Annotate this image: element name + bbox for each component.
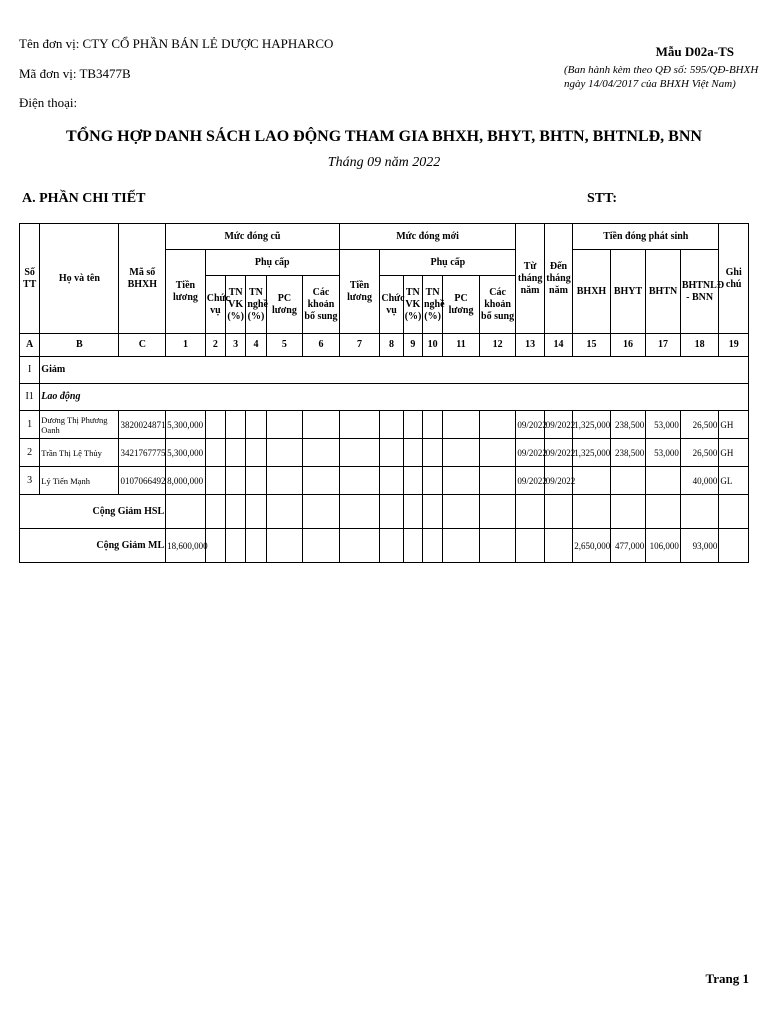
row-bhyt: [610, 467, 646, 495]
row-den-thang: 09/2022: [544, 439, 572, 467]
total-ml-tien-luong: 18,600,000: [166, 529, 206, 563]
col-den-thang: Đến tháng năm: [544, 224, 572, 334]
index-cell: 12: [479, 334, 516, 357]
row-tien-luong: 5,300,000: [166, 439, 206, 467]
group-code: I1: [20, 384, 40, 411]
col-so-tt: Số TT: [20, 224, 40, 334]
index-cell: 8: [380, 334, 403, 357]
index-cell: 11: [443, 334, 480, 357]
table-row: [20, 467, 749, 495]
header-row-1: [20, 224, 749, 250]
index-cell: 15: [573, 334, 611, 357]
row-tien-luong: 5,300,000: [166, 411, 206, 439]
index-row: [20, 334, 749, 357]
row-ma-so: 3421767775: [119, 439, 166, 467]
row-stt: 2: [20, 439, 40, 467]
col-tn-nghe-moi: TN nghề (%): [422, 276, 442, 334]
group-label: Giảm: [40, 357, 749, 384]
col-phu-cap-moi: Phụ cấp: [380, 250, 516, 276]
row-stt: 1: [20, 411, 40, 439]
col-bhyt: BHYT: [610, 250, 646, 334]
row-name: Trần Thị Lệ Thủy: [40, 439, 119, 467]
col-ma-so: Mã số BHXH: [119, 224, 166, 334]
total-hsl-label: Cộng Giảm HSL: [20, 495, 166, 529]
row-name: Lý Tiến Mạnh: [40, 467, 119, 495]
group-row-giam: [20, 357, 749, 384]
col-cac-khoan-moi: Các khoản bổ sung: [479, 276, 516, 334]
index-cell: 7: [339, 334, 380, 357]
row-tien-luong: 8,000,000: [166, 467, 206, 495]
group-code: I: [20, 357, 40, 384]
row-bhxh: [573, 467, 611, 495]
labor-table: [19, 223, 749, 563]
index-cell: 16: [610, 334, 646, 357]
index-cell: 6: [303, 334, 340, 357]
row-bhyt: 238,500: [610, 411, 646, 439]
col-pc-luong-cu: PC lương: [266, 276, 303, 334]
row-den-thang: 09/2022: [544, 467, 572, 495]
table-row: [20, 411, 749, 439]
col-chuc-vu-cu: Chức vụ: [205, 276, 225, 334]
row-bhtn: [646, 467, 681, 495]
document-title: TỔNG HỢP DANH SÁCH LAO ĐỘNG THAM GIA BHXH, BHYT, BHTN, BHTNLĐ, BNN: [66, 128, 702, 145]
col-cac-khoan-cu: Các khoản bổ sung: [303, 276, 340, 334]
total-row-ml: [20, 529, 749, 563]
index-cell: 5: [266, 334, 303, 357]
index-cell: 18: [680, 334, 719, 357]
row-name: Dương Thị Phương Oanh: [40, 411, 119, 439]
index-cell: 1: [166, 334, 206, 357]
index-cell: 2: [205, 334, 225, 357]
row-ghi-chu: GL: [719, 467, 749, 495]
col-ghi-chu: Ghi chú: [719, 224, 749, 334]
row-tu-thang: 09/2022: [516, 439, 544, 467]
form-note-2: ngày 14/04/2017 của BHXH Việt Nam): [564, 78, 736, 90]
row-tu-thang: 09/2022: [516, 467, 544, 495]
form-info: [564, 44, 759, 90]
index-cell: 13: [516, 334, 544, 357]
index-cell: 17: [646, 334, 681, 357]
total-row-hsl: [20, 495, 749, 529]
row-tu-thang: 09/2022: [516, 411, 544, 439]
index-cell: 19: [719, 334, 749, 357]
group-label: Lao động: [40, 384, 749, 411]
phone-label: Điện thoại:: [19, 95, 78, 110]
index-cell: A: [20, 334, 40, 357]
page-number: Trang 1: [705, 971, 749, 986]
index-cell: 14: [544, 334, 572, 357]
row-bhyt: 238,500: [610, 439, 646, 467]
col-muc-dong-moi: Mức đóng mới: [339, 224, 516, 250]
unit-name: Tên đơn vị: CTY CỔ PHẦN BÁN LẺ DƯỢC HAPHARCO: [19, 36, 334, 51]
total-ml-bhtn: 106,000: [646, 529, 681, 563]
row-bhtnld: 26,500: [680, 411, 719, 439]
form-note-1: (Ban hành kèm theo QĐ số: 595/QĐ-BHXH: [564, 64, 759, 76]
row-ma-so: 0107066492: [119, 467, 166, 495]
row-bhtn: 53,000: [646, 439, 681, 467]
row-bhtn: 53,000: [646, 411, 681, 439]
col-bhtnld: BHTNLĐ - BNN: [680, 250, 719, 334]
stt-label: STT:: [587, 191, 618, 206]
total-ml-label: Cộng Giảm ML: [20, 529, 166, 563]
col-tien-luong-moi: Tiền lương: [339, 250, 380, 334]
row-ghi-chu: GH: [719, 439, 749, 467]
form-code: Mẫu D02a-TS: [655, 44, 734, 59]
col-phu-cap-cu: Phụ cấp: [205, 250, 339, 276]
col-tu-thang: Từ tháng năm: [516, 224, 544, 334]
row-stt: 3: [20, 467, 40, 495]
total-ml-bhyt: 477,000: [610, 529, 646, 563]
col-bhxh: BHXH: [573, 250, 611, 334]
index-cell: B: [40, 334, 119, 357]
col-tien-dong: Tiền đóng phát sinh: [573, 224, 719, 250]
col-tien-luong-cu: Tiền lương: [166, 250, 206, 334]
index-cell: 9: [403, 334, 422, 357]
document-period: Tháng 09 năm 2022: [327, 155, 441, 170]
unit-code: Mã đơn vị: TB3477B: [19, 66, 131, 81]
col-ho-ten: Họ và tên: [40, 224, 119, 334]
col-muc-dong-cu: Mức đóng cũ: [166, 224, 340, 250]
col-chuc-vu-moi: Chức vụ: [380, 276, 403, 334]
col-tn-vk-cu: TN VK (%): [226, 276, 246, 334]
row-den-thang: 09/2022: [544, 411, 572, 439]
group-row-lao-dong: [20, 384, 749, 411]
row-ghi-chu: GH: [719, 411, 749, 439]
section-label: A. PHẦN CHI TIẾT: [22, 191, 146, 206]
col-tn-vk-moi: TN VK (%): [403, 276, 422, 334]
row-bhtnld: 40,000: [680, 467, 719, 495]
col-tn-nghe-cu: TN nghề (%): [246, 276, 266, 334]
row-ma-so: 3820024871: [119, 411, 166, 439]
index-cell: 3: [226, 334, 246, 357]
row-bhtnld: 26,500: [680, 439, 719, 467]
total-ml-bhtnld: 93,000: [680, 529, 719, 563]
index-cell: 10: [422, 334, 442, 357]
total-ml-bhxh: 2,650,000: [573, 529, 611, 563]
table-row: [20, 439, 749, 467]
index-cell: 4: [246, 334, 266, 357]
index-cell: C: [119, 334, 166, 357]
col-bhtn: BHTN: [646, 250, 681, 334]
col-pc-luong-moi: PC lương: [443, 276, 480, 334]
row-bhxh: 1,325,000: [573, 439, 611, 467]
row-bhxh: 1,325,000: [573, 411, 611, 439]
